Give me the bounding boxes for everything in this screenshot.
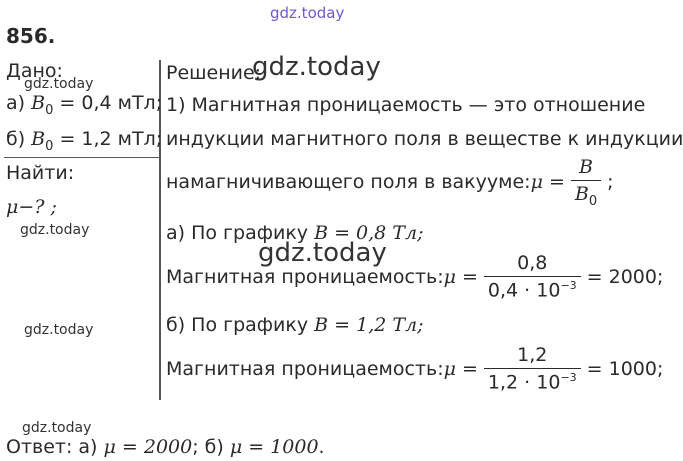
solution-b-permeability — [166, 344, 663, 393]
answer-b: μ = 1000 — [229, 436, 319, 458]
solution-a-perm-mu: μ = — [443, 265, 478, 288]
fraction-b-den-base: 1,2 · 10 — [487, 371, 561, 394]
given-a-prefix: а) — [6, 92, 32, 114]
solution-line-3-mu: μ = — [530, 171, 565, 194]
answer-label: Ответ: а) — [6, 436, 104, 458]
fraction-definition-den — [571, 180, 601, 209]
fraction-a-den-exp: −3 — [560, 279, 577, 292]
given-b-value: = 1,2 мТл; — [53, 128, 163, 150]
fraction-b-den-exp: −3 — [560, 371, 577, 384]
given-a — [6, 92, 162, 118]
answer-a: μ = 2000 — [103, 436, 193, 458]
fraction-a-den — [484, 276, 581, 301]
solution-a-permeability — [166, 252, 663, 301]
solution-line-2: индукции магнитного поля в веществе к индукции — [166, 128, 683, 150]
fraction-b-num: 1,2 — [517, 344, 548, 366]
given-b-symbol: B — [31, 128, 46, 150]
solution-line-3 — [166, 156, 614, 209]
watermark-solution: gdz.today — [252, 52, 381, 82]
fraction-a-num: 0,8 — [517, 252, 548, 274]
given-b — [6, 128, 162, 154]
solution-b-perm-text: Магнитная проницаемость: — [166, 357, 444, 380]
fraction-a-den-base: 0,4 · 10 — [487, 279, 561, 302]
given-b-sub: 0 — [45, 138, 54, 154]
fraction-definition-den-sub: 0 — [588, 193, 598, 209]
find-heading: Найти: — [6, 162, 75, 184]
fraction-a — [484, 252, 581, 301]
watermark-left-1: gdz.today — [20, 222, 90, 238]
given-heading: Дано: — [6, 60, 63, 82]
watermark-center: gdz.today — [258, 238, 387, 268]
fraction-definition-den-sym: B — [574, 183, 589, 205]
fraction-definition — [571, 156, 601, 209]
solution-a-graph-eq: B = 0,8 Тл; — [314, 222, 424, 244]
answer-line — [6, 436, 325, 458]
solution-heading: Решение: — [166, 62, 262, 84]
given-a-sub: 0 — [45, 102, 54, 118]
solution-a-result: = 2000; — [586, 265, 664, 288]
answer-end: . — [318, 436, 325, 458]
fraction-definition-num: B — [579, 156, 593, 178]
solution-a-graph — [166, 222, 423, 244]
problem-number: 856. — [6, 24, 56, 48]
fraction-b-den — [484, 368, 581, 393]
watermark-given: gdz.today — [24, 76, 94, 92]
solution-b-graph-eq: B = 1,2 Тл; — [314, 314, 424, 336]
solution-a-graph-text: а) По графику — [166, 222, 315, 244]
solution-b-graph-text: б) По графику — [166, 314, 315, 336]
solution-b-graph — [166, 314, 424, 336]
solution-b-perm-mu: μ = — [443, 357, 478, 380]
answer-mid: ; б) — [192, 436, 230, 458]
watermark-left-2: gdz.today — [24, 322, 94, 338]
fraction-b — [484, 344, 581, 393]
solution-b-result: = 1000; — [586, 357, 664, 380]
given-b-prefix: б) — [6, 128, 32, 150]
watermark-top: gdz.today — [270, 4, 345, 22]
solution-line-1: 1) Магнитная проницаемость — это отношение — [166, 94, 646, 116]
solution-line-3-text: намагничивающего поля в вакууме: — [166, 171, 531, 194]
given-a-value: = 0,4 мТл; — [53, 92, 163, 114]
solution-line-3-end: ; — [607, 171, 614, 194]
find-value: μ−? ; — [6, 196, 57, 218]
solution-a-perm-text: Магнитная проницаемость: — [166, 265, 444, 288]
given-a-symbol: B — [31, 92, 46, 114]
watermark-left-3: gdz.today — [22, 420, 92, 436]
horizontal-divider — [4, 157, 160, 158]
